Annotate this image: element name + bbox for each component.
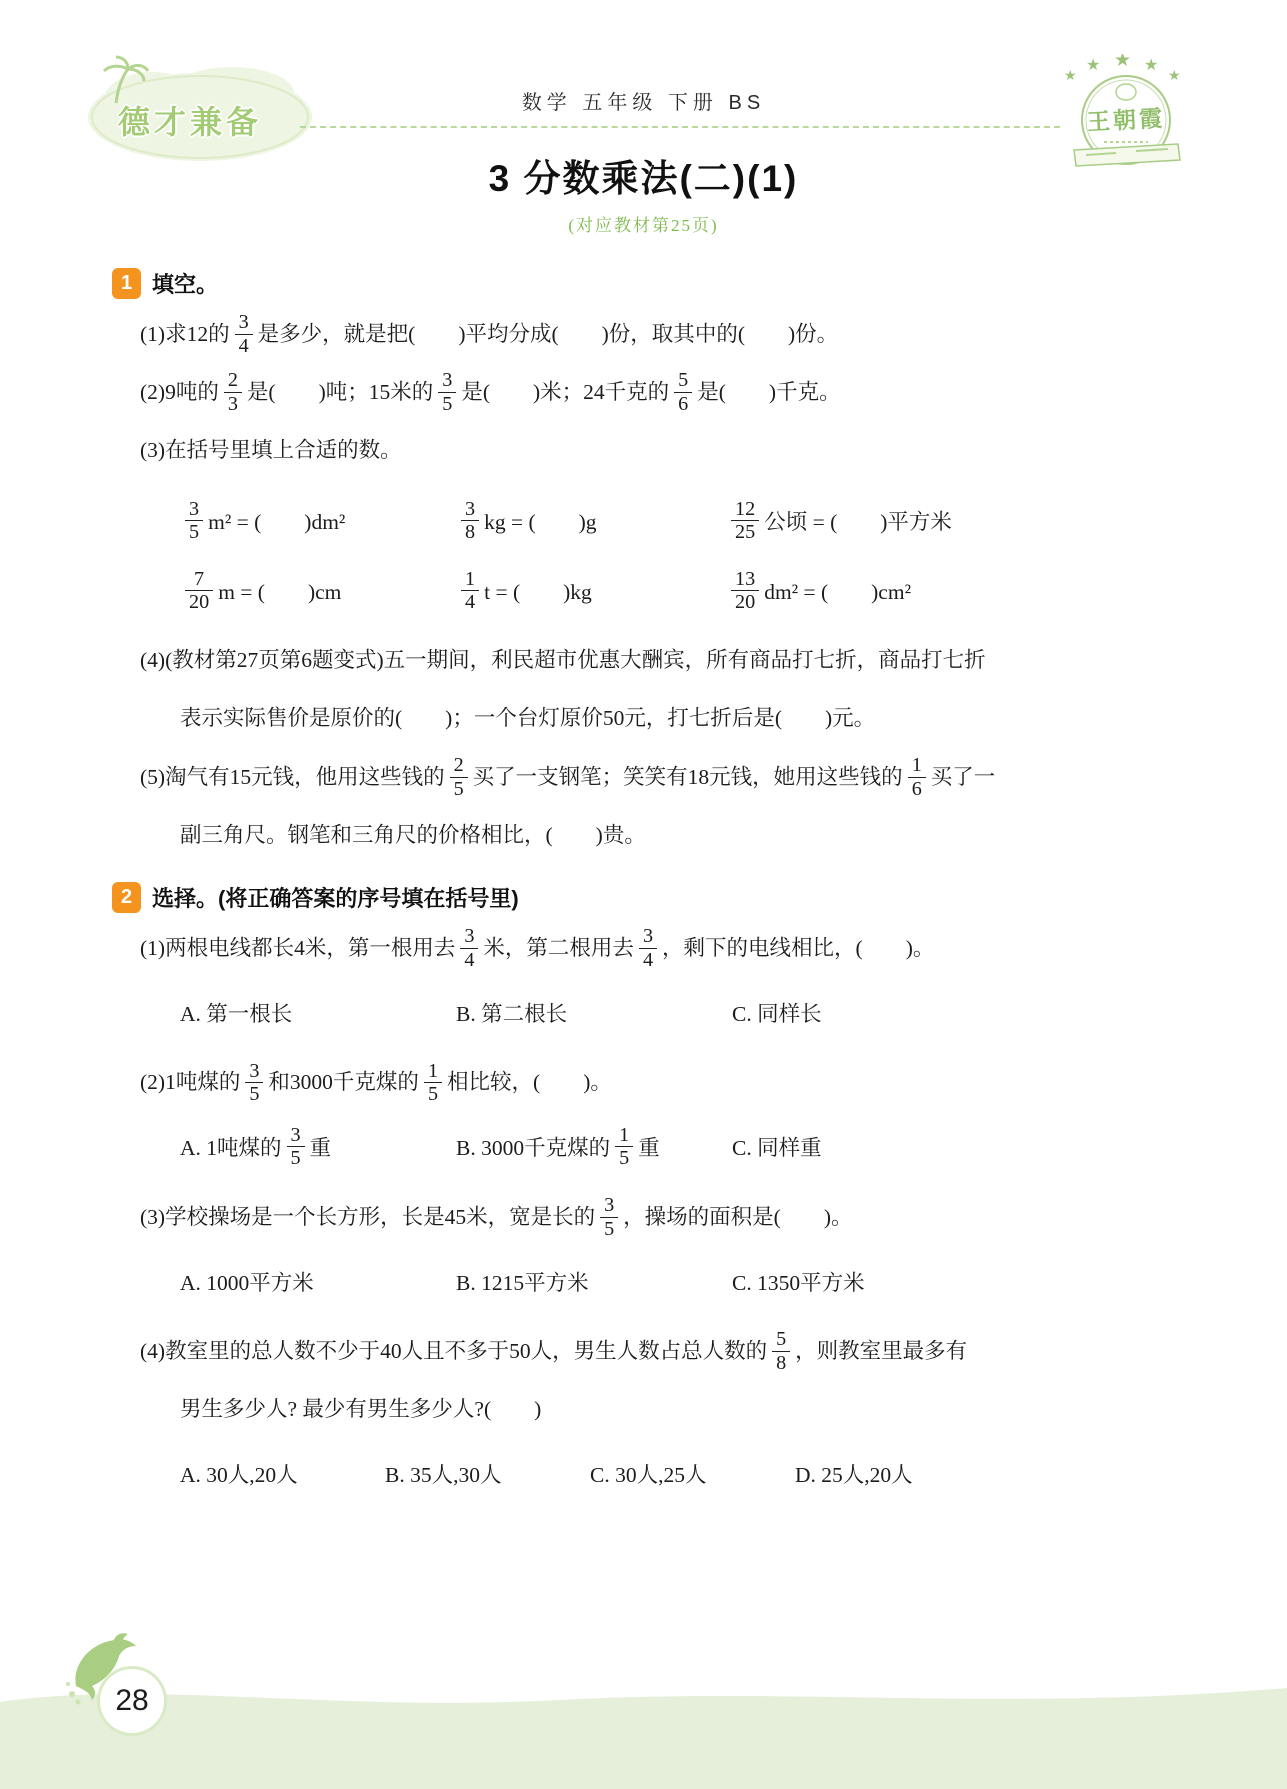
stamp-stars-icon: [1064, 54, 1181, 84]
fraction-denominator: 8: [772, 1351, 790, 1375]
text-run: ，操场的面积是( )。: [623, 1204, 853, 1229]
question-item: [110, 754, 1207, 858]
fraction-numerator: 3: [290, 1123, 301, 1146]
text-run: A. 1000平方米: [180, 1270, 314, 1295]
text-run: D. 25人,20人: [795, 1463, 913, 1487]
fraction-denominator: 5: [615, 1146, 633, 1170]
fraction-numerator: 5: [776, 1328, 787, 1351]
text-run: 是( )千克。: [697, 379, 841, 404]
fraction: [600, 1194, 618, 1240]
text-run: t = ( )kg: [484, 580, 592, 605]
section-title: 填空。: [152, 272, 219, 297]
conversion-cell: [180, 568, 456, 614]
fraction: [461, 568, 479, 614]
option: [456, 1266, 732, 1297]
fraction-denominator: 5: [600, 1217, 618, 1241]
question-line: [110, 311, 1207, 357]
section-1: [110, 268, 1207, 858]
question-line: [110, 812, 1207, 858]
book-info-header: 数学 五年级 下册 BS: [521, 92, 766, 114]
fraction: [235, 311, 253, 357]
options-row: [110, 990, 1207, 1036]
text-run: (1)两根电线都长4米，第一根用去: [140, 935, 456, 960]
fraction-numerator: 1: [619, 1123, 630, 1146]
fraction-numerator: 3: [189, 497, 200, 520]
fraction: [639, 925, 657, 971]
text-run: m = ( )cm: [218, 580, 342, 605]
conversion-row: [110, 498, 1207, 544]
fraction-denominator: 8: [461, 520, 479, 544]
option: [795, 1458, 913, 1489]
text-run: (4)(教材第27页第6题变式)五一期间，利民超市优惠大酬宾，所有商品打七折，商品打七折: [140, 648, 986, 673]
option: [732, 1131, 822, 1162]
fraction: [731, 498, 759, 544]
text-run: ，剩下的电线相比，( )。: [662, 935, 935, 960]
fraction: [450, 754, 468, 800]
conversion-cell: [180, 498, 456, 544]
text-run: 男生多少人? 最少有男生多少人?( ): [180, 1396, 542, 1421]
option: [180, 997, 456, 1028]
text-run: B. 第二根长: [456, 1002, 568, 1026]
text-run: 表示实际售价是原价的( )；一个台灯原价50元，打七折后是( )元。: [180, 706, 876, 731]
text-run: 是( )米；24千克的: [461, 379, 670, 404]
fraction: [438, 369, 456, 415]
svg-text:★: ★: [1144, 55, 1159, 74]
option: [385, 1458, 590, 1489]
fraction-denominator: 6: [908, 777, 926, 801]
fraction: [424, 1060, 442, 1106]
option: [590, 1458, 795, 1489]
lesson-subtitle: (对应教材第25页): [568, 216, 719, 235]
fraction-numerator: 1: [911, 754, 922, 776]
section-2: [110, 882, 1207, 1496]
question-item: [110, 428, 1207, 615]
question-line: [110, 1060, 1207, 1106]
fraction: [287, 1124, 305, 1170]
section-heading: [112, 882, 1207, 913]
option: [180, 1458, 385, 1489]
fraction-numerator: 3: [642, 925, 654, 948]
text-run: kg = ( )g: [484, 510, 597, 535]
fraction-denominator: 20: [731, 590, 759, 614]
fraction-denominator: 4: [461, 590, 479, 614]
text-run: 米，第二根用去: [483, 935, 634, 960]
fraction-numerator: 3: [249, 1059, 260, 1082]
fraction-denominator: 5: [287, 1146, 305, 1170]
option: [732, 1266, 865, 1297]
section-heading: [112, 268, 1207, 299]
fraction-numerator: 1: [465, 567, 476, 590]
fraction: [185, 568, 213, 614]
question-item: [110, 1194, 1207, 1304]
text-run: A. 30人,20人: [180, 1463, 298, 1487]
svg-text:★: ★: [1064, 68, 1077, 84]
fraction-denominator: 20: [185, 590, 213, 614]
text-run: C. 同样长: [732, 1002, 822, 1026]
conversion-cell: [726, 498, 952, 544]
text-run: 相比较，( )。: [447, 1070, 612, 1095]
text-run: 是( )吨；15米的: [246, 379, 434, 404]
text-run: B. 3000千克煤的: [456, 1136, 611, 1161]
fraction-denominator: 4: [235, 334, 253, 358]
fraction: [245, 1060, 263, 1106]
text-run: (4)教室里的总人数不少于40人且不多于50人，男生人数占总人数的: [140, 1338, 768, 1363]
text-run: A. 1吨煤的: [180, 1136, 282, 1161]
text-run: ，则教室里最多有: [795, 1338, 968, 1363]
fraction: [461, 498, 479, 544]
fraction-denominator: 4: [639, 948, 657, 972]
text-run: (2)9吨的: [140, 379, 219, 404]
fraction-denominator: 5: [450, 777, 468, 801]
option: [180, 1124, 456, 1170]
fraction: [185, 498, 203, 544]
logo-text: 德才兼备: [118, 104, 263, 140]
text-run: B. 35人,30人: [385, 1463, 502, 1487]
text-run: A. 第一根长: [180, 1002, 293, 1026]
question-line: [110, 696, 1207, 742]
question-item: [110, 925, 1207, 1035]
fraction-denominator: 5: [245, 1082, 263, 1106]
text-run: (2)1吨煤的: [140, 1070, 241, 1095]
conversion-cell: [456, 498, 726, 544]
fraction: [224, 369, 242, 415]
conversion-cell: [726, 568, 911, 614]
text-run: 买了一: [930, 764, 996, 789]
main-flow: [0, 148, 1287, 1521]
fraction-numerator: 12: [735, 497, 756, 520]
fraction-numerator: 7: [194, 567, 205, 590]
options-row: [110, 1258, 1207, 1304]
text-run: (3)在括号里填上合适的数。: [140, 437, 402, 462]
text-run: 和3000千克煤的: [268, 1070, 419, 1095]
stamp-author-name: 王朝霞: [1086, 105, 1166, 136]
fraction: [674, 369, 692, 415]
text-run: C. 同样重: [732, 1136, 822, 1161]
svg-text:★: ★: [1086, 55, 1101, 74]
question-line: [110, 638, 1207, 684]
text-run: C. 30人,25人: [590, 1463, 707, 1487]
svg-text:★: ★: [1168, 68, 1181, 84]
text-run: 副三角尺。钢笔和三角尺的价格相比，( )贵。: [180, 822, 646, 847]
question-line: [110, 1328, 1207, 1374]
text-run: dm² = ( )cm²: [764, 580, 912, 605]
question-item: [110, 369, 1207, 415]
fraction-denominator: 5: [424, 1082, 442, 1106]
fraction: [731, 568, 759, 614]
question-line: [110, 428, 1207, 474]
fraction-numerator: 3: [464, 925, 475, 948]
lesson-title: 3 分数乘法(二)(1): [488, 158, 799, 199]
text-run: 是多少，就是把( )平均分成( )份，取其中的( )份。: [257, 321, 839, 346]
fraction: [460, 925, 478, 971]
question-line: [110, 1194, 1207, 1240]
section-number-badge: 1: [112, 268, 141, 299]
fraction-numerator: 3: [604, 1194, 615, 1216]
page-number-badge: [97, 1666, 167, 1736]
fraction-denominator: 6: [674, 392, 692, 416]
fraction-denominator: 3: [224, 392, 242, 416]
fraction-denominator: 25: [731, 520, 759, 544]
worksheet-body: [0, 268, 1287, 1497]
text-run: 买了一支钢笔；笑笑有18元钱，她用这些钱的: [472, 764, 903, 789]
page-number: 28: [115, 1684, 149, 1717]
text-run: (5)淘气有15元钱，他用这些钱的: [140, 764, 445, 789]
conversion-row: [110, 568, 1207, 614]
fraction-denominator: 5: [438, 392, 456, 416]
question-line: [110, 369, 1207, 415]
fraction-denominator: 4: [460, 948, 478, 972]
text-run: (1)求12的: [140, 321, 230, 346]
text-run: (3)学校操场是一个长方形，长是45米，宽是长的: [140, 1204, 596, 1229]
option: [180, 1266, 456, 1297]
fraction-numerator: 3: [238, 311, 249, 333]
conversion-cell: [456, 568, 726, 614]
text-run: m² = ( )dm²: [208, 510, 346, 535]
section-number-badge: 2: [112, 882, 141, 913]
question-line: [110, 754, 1207, 800]
svg-text:★: ★: [1114, 54, 1132, 71]
option: [456, 997, 732, 1028]
text-run: 重: [638, 1136, 660, 1161]
footer-wave: [0, 1674, 1287, 1789]
text-run: 公顷 = ( )平方米: [764, 510, 952, 535]
fraction: [772, 1328, 790, 1374]
fraction: [615, 1124, 633, 1170]
options-row: [110, 1124, 1207, 1170]
option: [456, 1124, 732, 1170]
text-run: 重: [309, 1136, 332, 1161]
fraction-numerator: 5: [678, 369, 689, 392]
fraction: [908, 754, 926, 800]
question-item: [110, 311, 1207, 357]
question-line: [110, 925, 1207, 971]
fraction-numerator: 2: [453, 754, 464, 776]
fraction-numerator: 2: [227, 369, 238, 392]
question-item: [110, 638, 1207, 742]
fraction-numerator: 13: [735, 567, 756, 590]
option: [732, 997, 822, 1028]
fraction-denominator: 5: [185, 520, 203, 544]
section-title: 选择。(将正确答案的序号填在括号里): [152, 886, 519, 912]
text-run: C. 1350平方米: [732, 1270, 865, 1295]
fraction-numerator: 1: [427, 1059, 439, 1082]
header-dashed-divider: [300, 126, 1060, 128]
question-item: [110, 1328, 1207, 1496]
fraction-numerator: 3: [465, 497, 476, 520]
text-run: B. 1215平方米: [456, 1270, 589, 1295]
question-line: [110, 1387, 1207, 1433]
question-item: [110, 1060, 1207, 1171]
fraction-numerator: 3: [442, 369, 453, 392]
options-row: [110, 1451, 1207, 1497]
